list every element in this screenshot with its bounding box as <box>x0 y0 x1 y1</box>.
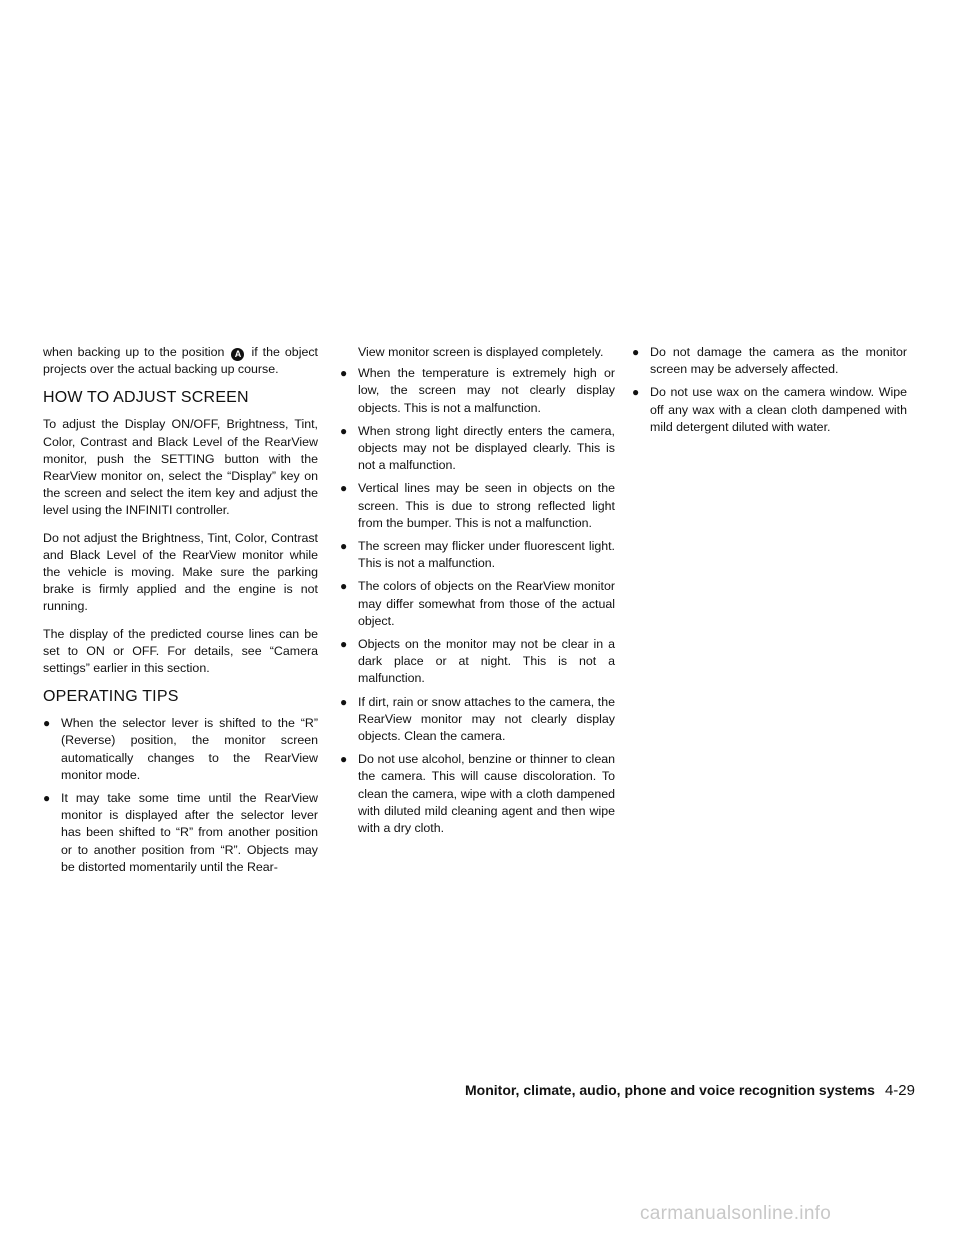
bullet-icon: ● <box>632 385 640 400</box>
tips-list-left <box>43 715 318 876</box>
list-item <box>340 538 615 572</box>
intro-paragraph <box>43 344 318 378</box>
page-footer <box>465 1082 915 1099</box>
bullet-icon: ● <box>340 539 348 554</box>
tip-text: Objects on the monitor may not be clear in a dark place or at night. This is not a malfunction. <box>358 637 615 686</box>
position-a-icon: A <box>231 348 244 361</box>
bullet-icon: ● <box>340 752 348 767</box>
list-item <box>632 344 907 378</box>
tip-text: Do not use alcohol, benzine or thinner to clean the camera. This will cause discoloration. To clean the camera, wipe with a cloth dampened with diluted mild cleaning agent and then wipe with a dry cloth. <box>358 752 615 836</box>
intro-text-before: when backing up to the position <box>43 345 225 359</box>
list-item <box>340 636 615 688</box>
heading-how-to-adjust-screen: HOW TO ADJUST SCREEN <box>43 389 249 407</box>
heading-operating-tips: OPERATING TIPS <box>43 688 179 706</box>
watermark-text: carmanualsonline.info <box>640 1203 832 1224</box>
tips-list-middle <box>340 365 615 837</box>
tip-text: When the temperature is extremely high or low, the screen may not clearly display objects. This is not a malfunction. <box>358 366 615 415</box>
list-item <box>340 423 615 475</box>
column-middle <box>340 344 615 843</box>
bullet-icon: ● <box>340 423 348 438</box>
bullet-icon: ● <box>340 694 348 709</box>
bullet-icon: ● <box>340 481 348 496</box>
adjust-paragraph-3: The display of the predicted course lines can be set to ON or OFF. For details, see “Camera settings” earlier in this section. <box>43 626 318 676</box>
bullet-icon: ● <box>43 716 51 731</box>
bullet-icon: ● <box>43 791 51 806</box>
column-right <box>632 344 907 442</box>
tip-text: When strong light directly enters the camera, objects may not be displayed clearly. This is not a malfunction. <box>358 423 615 473</box>
tip-text: Vertical lines may be seen in objects on the screen. This is due to strong reflected light from the bumper. This is not a malfunction. <box>358 481 615 530</box>
tip-text: If dirt, rain or snow attaches to the camera, the RearView monitor may not clearly display objects. Clean the camera. <box>358 694 615 744</box>
column-left <box>43 344 318 882</box>
list-item <box>340 694 615 746</box>
bullet-icon: ● <box>340 366 348 381</box>
list-item <box>340 480 615 532</box>
bullet-icon: ● <box>340 579 348 594</box>
tip-text: It may take some time until the RearView monitor is displayed after the selector lever has been shifted to “R” from another position or to another position from “R”. Objects may be distorted momentarily until the Rear- <box>61 791 318 874</box>
list-item <box>43 790 318 876</box>
list-item <box>632 384 907 436</box>
page-number: 4-29 <box>884 1082 915 1099</box>
bullet-icon: ● <box>340 637 348 652</box>
list-item <box>340 365 615 417</box>
tip-text: The screen may flicker under fluorescent light. This is not a malfunction. <box>358 539 615 571</box>
list-item <box>43 715 318 784</box>
tip-text: The colors of objects on the RearView monitor may differ somewhat from those of the actual object. <box>358 579 615 628</box>
intro-text-after: if the object projects over the actual backing up course. <box>43 345 318 377</box>
bullet-icon: ● <box>632 345 640 359</box>
tip-text: When the selector lever is shifted to the “R” (Reverse) position, the monitor screen automatically changes to the RearView monitor mode. <box>61 716 318 782</box>
adjust-paragraph-2: Do not adjust the Brightness, Tint, Color, Contrast and Black Level of the RearView monitor while the vehicle is moving. Make sure the parking brake is firmly applied and the engine is not running. <box>43 530 318 614</box>
tip-text: Do not use wax on the camera window. Wipe off any wax with a clean cloth dampened with mild detergent diluted with water. <box>650 385 907 434</box>
tips-list-right <box>632 344 907 436</box>
adjust-paragraph-1: To adjust the Display ON/OFF, Brightness, Tint, Color, Contrast and Black Level of the RearView monitor, push the SETTING button with the RearView monitor on, select the “Display” key on the screen and select the item key and adjust the level using the INFINITI controller. <box>43 417 318 518</box>
list-item <box>340 751 615 837</box>
list-item <box>340 578 615 630</box>
continued-tip-text: View monitor screen is displayed completely. <box>358 345 604 359</box>
footer-section-title: Monitor, climate, audio, phone and voice recognition systems <box>465 1082 875 1098</box>
tip-text: Do not damage the camera as the monitor screen may be adversely affected. <box>650 345 907 377</box>
